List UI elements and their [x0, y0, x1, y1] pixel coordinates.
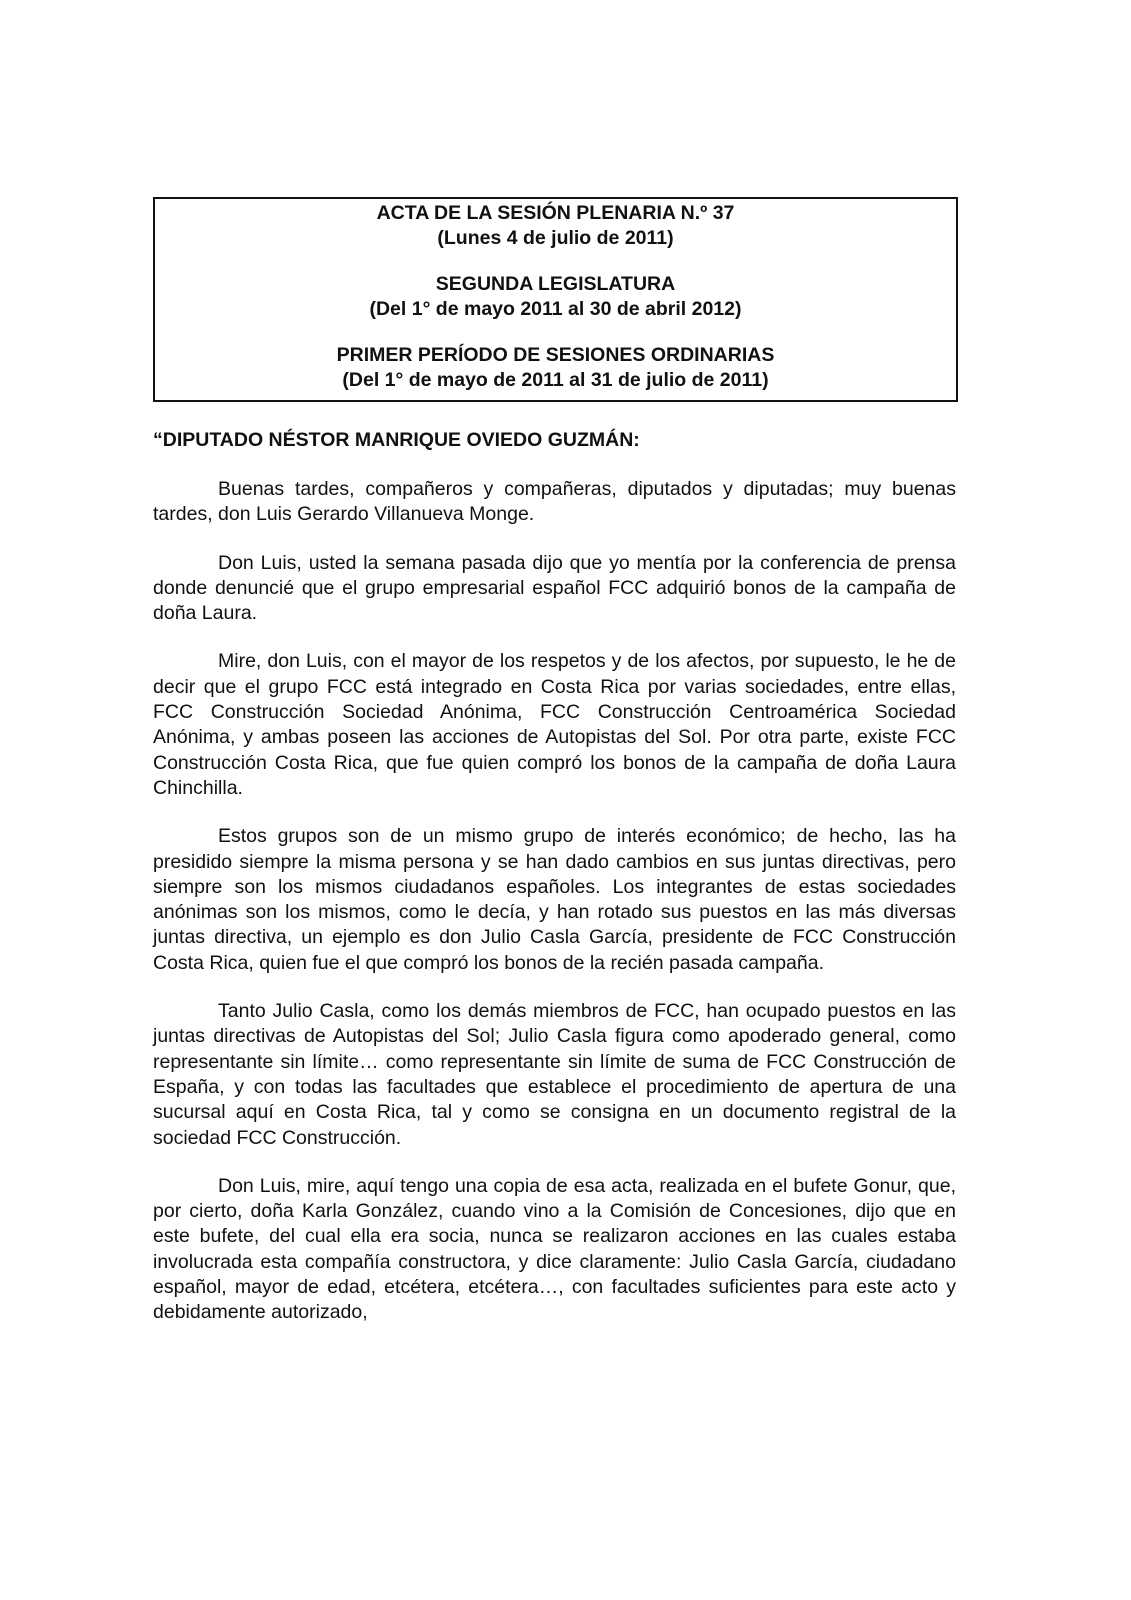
transcript-paragraph: Mire, don Luis, con el mayor de los respetos y de los afectos, por supuesto, le he de decir que el grupo FCC está integrado en Costa Rica por varias sociedades, entre ellas, FCC Construcción Sociedad Anónima, FCC Construcción Centroamérica Sociedad Anónima, y ambas poseen las acciones de Autopistas del Sol. Por otra parte, existe FCC Construcción Costa Rica, que fue quien compró los bonos de la campaña de doña Laura Chinchilla. [153, 650, 956, 799]
periodo-title: PRIMER PERÍODO DE SESIONES ORDINARIAS [336, 344, 775, 366]
legislatura-group [155, 272, 956, 321]
speaker-heading: “DIPUTADO NÉSTOR MANRIQUE OVIEDO GUZMÁN: [153, 429, 640, 451]
session-header-box [153, 197, 958, 402]
periodo-group [155, 343, 956, 392]
legislatura-title: SEGUNDA LEGISLATURA [435, 273, 676, 295]
session-title-group [155, 201, 956, 250]
transcript-paragraph: Don Luis, mire, aquí tengo una copia de esa acta, realizada en el bufete Gonur, que, por cierto, doña Karla González, cuando vino a la Comisión de Concesiones, dijo que en este bufete, del cual ella era socia, nunca se realizaron acciones en las cuales estaba involucrada esta compañía constructora, y dice claramente: Julio Casla García, ciudadano español, mayor de edad, etcétera, etcétera…, con facultades suficientes para este acto y debidamente autorizado, [153, 1174, 956, 1324]
transcript-paragraph: Tanto Julio Casla, como los demás miembros de FCC, han ocupado puestos en las juntas directivas de Autopistas del Sol; Julio Casla figura como apoderado general, como representante sin límite… como representante sin límite de suma de FCC Construcción de España, y con todas las facultades que establece el procedimiento de apertura de una sucursal aquí en Costa Rica, tal y como se consigna en un documento registral de la sociedad FCC Construcción. [153, 1000, 956, 1149]
transcript-body [153, 477, 956, 1326]
periodo-range: (Del 1° de mayo de 2011 al 31 de julio de 2011) [342, 368, 769, 391]
transcript-paragraph: Buenas tardes, compañeros y compañeras, diputados y diputadas; muy buenas tardes, don Luis Gerardo Villanueva Monge. [153, 478, 956, 526]
transcript-paragraph: Estos grupos son de un mismo grupo de interés económico; de hecho, las ha presidido siempre la misma persona y se han dado cambios en sus juntas directivas, pero siempre son los mismos ciudadanos españoles. Los integrantes de estas sociedades anónimas son los mismos, como le decía, y han rotado sus puestos en las más diversas juntas directiva, un ejemplo es don Julio Casla García, presidente de FCC Construcción Costa Rica, quien fue el que compró los bonos de la recién pasada campaña. [153, 825, 956, 974]
transcript-paragraph: Don Luis, usted la semana pasada dijo que yo mentía por la conferencia de prensa donde denuncié que el grupo empresarial español FCC adquirió bonos de la campaña de doña Laura. [153, 551, 956, 625]
session-title: ACTA DE LA SESIÓN PLENARIA N.º 37 [376, 202, 735, 224]
session-date: (Lunes 4 de julio de 2011) [437, 226, 674, 249]
legislatura-range: (Del 1° de mayo 2011 al 30 de abril 2012) [369, 297, 742, 320]
